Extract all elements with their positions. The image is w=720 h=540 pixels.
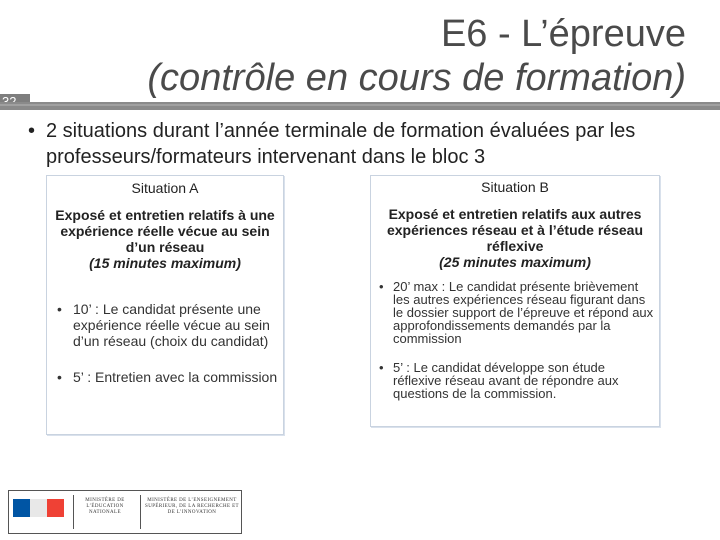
situation-a-points [47,301,283,385]
flag-blue [13,499,30,517]
list-item [47,369,283,385]
situation-b-description: Exposé et entretien relatifs aux autres expériences réseau et à l’étude réseau réflexive [386,206,644,254]
bullet-dot: • [379,360,384,375]
flag-white [30,499,47,517]
point-text: 20’ max : Le candidat présente brièvement les autres expériences réseau figurant dans le dossier support de l’épreuve et répond aux approfondissements demandés par la commission [393,279,654,346]
logo-divider [140,495,141,529]
list-item [371,280,659,345]
situation-a-duration: (15 minutes maximum) [89,255,241,271]
bullet-dot: • [57,369,62,385]
list-item [47,301,283,349]
ministry-education-label: MINISTÈRE DE L’ÉDUCATION NATIONALE [85,498,125,515]
flag-icon [13,499,63,517]
ministry-logo [8,490,242,534]
header-rule [0,102,720,110]
point-text: 5’ : Entretien avec la commission [73,369,278,385]
bullet-dot: • [379,279,384,294]
situation-a-title: Situation A [131,180,199,196]
logo-divider [73,495,74,529]
slide-subtitle: (contrôle en cours de formation) [147,57,686,99]
situation-a-box [46,175,284,435]
marianne-logo-icon [13,495,69,531]
situation-b-title: Situation B [481,179,549,195]
situation-b-subtitle [371,206,659,270]
list-item [371,361,659,400]
flag-red [47,499,64,517]
situation-b-points [371,280,659,400]
point-text: 10’ : Le candidat présente une expérience réelle vécue au sein d’un réseau (choix du candidat) [73,301,270,349]
intro-text: 2 situations durant l’année terminale de formation évaluées par les professeurs/formateurs intervenant dans le bloc 3 [46,120,636,168]
slide-title: E6 - L’épreuve [440,13,686,55]
situation-a-description: Exposé et entretien relatifs à une expérience réelle vécue au sein d’un réseau [55,207,275,255]
situation-a-subtitle [47,207,283,271]
intro-bullet [28,118,718,170]
situation-b-box [370,175,660,427]
point-text: 5’ : Le candidat développe son étude réflexive réseau avant de répondre aux questions de la commission. [393,360,619,401]
situation-b-duration: (25 minutes maximum) [439,254,591,270]
bullet-dot: • [28,120,36,142]
bullet-dot: • [57,301,62,317]
ministry-higher-ed-label: MINISTÈRE DE L’ENSEIGNEMENT SUPÉRIEUR, DE LA RECHERCHE ET DE L’INNOVATION [145,498,239,515]
